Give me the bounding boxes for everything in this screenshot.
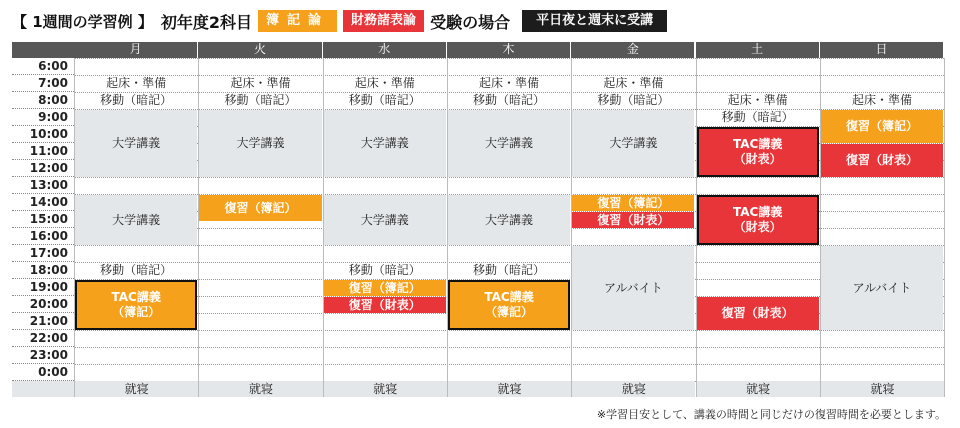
grid-line [74, 364, 944, 365]
sleep-cell: 就寝 [199, 381, 322, 397]
lecture-block: 大学講義 [199, 110, 321, 177]
grid-line [74, 347, 944, 348]
title-badge: 平日夜と週末に受講 [522, 10, 667, 32]
review-zaihyo-block: 復習（財表） [572, 212, 694, 228]
time-label: 21:00 [12, 313, 74, 330]
grid-line [74, 245, 944, 246]
time-label: 18:00 [12, 262, 74, 279]
lecture-block: 大学講義 [324, 110, 446, 177]
review-boki-block: 復習（簿記） [572, 195, 694, 211]
tac-lecture-boki: TAC講義 （簿記） [448, 280, 570, 330]
grid-line [74, 330, 944, 331]
lecture-block: 大学講義 [572, 110, 694, 177]
tag-boki: 簿記論 [258, 10, 337, 32]
lecture-block: 大学講義 [448, 110, 570, 177]
lecture-block: 大学講義 [448, 195, 570, 245]
day-header: 水 [323, 42, 446, 58]
commute-text: 移動（暗記） [597, 93, 670, 107]
wake-text: 起床・準備 [727, 93, 788, 107]
commute-text: 移動（暗記） [100, 263, 173, 277]
time-label: 9:00 [12, 109, 74, 126]
time-label: 0:00 [12, 364, 74, 381]
commute-text: 移動（暗記） [224, 93, 297, 107]
commute-text: 移動（暗記） [348, 93, 421, 107]
commute-text: 移動（暗記） [473, 93, 546, 107]
day-header: 木 [447, 42, 570, 58]
time-label: 22:00 [12, 330, 74, 347]
wake-text: 起床・準備 [851, 93, 912, 107]
time-label: 14:00 [12, 194, 74, 211]
day-header: 土 [696, 42, 819, 58]
review-zaihyo-block: 復習（財表） [821, 144, 943, 177]
wake-text: 起床・準備 [603, 76, 664, 90]
lecture-block: 大学講義 [324, 195, 446, 245]
sleep-cell: 就寝 [821, 381, 944, 397]
sleep-row-corner [12, 381, 74, 397]
review-zaihyo-block: 復習（財表） [697, 297, 819, 330]
grid-line [74, 177, 944, 178]
day-header: 日 [820, 42, 943, 58]
time-label: 23:00 [12, 347, 74, 364]
sleep-cell: 就寝 [448, 381, 571, 397]
time-label: 11:00 [12, 143, 74, 160]
time-label: 16:00 [12, 228, 74, 245]
time-label: 6:00 [12, 58, 74, 75]
page-title [12, 8, 673, 34]
time-label: 17:00 [12, 245, 74, 262]
commute-text: 移動（暗記） [473, 263, 546, 277]
lecture-block: 大学講義 [75, 195, 197, 245]
wake-text: 起床・準備 [106, 76, 167, 90]
time-label: 13:00 [12, 177, 74, 194]
sleep-cell: 就寝 [697, 381, 820, 397]
wake-text: 起床・準備 [479, 76, 540, 90]
title-sub: 初年度2科目 [160, 12, 253, 32]
time-label: 15:00 [12, 211, 74, 228]
parttime-block: アルバイト [821, 246, 943, 330]
wake-text: 起床・準備 [230, 76, 291, 90]
review-zaihyo-block: 復習（財表） [324, 297, 446, 313]
time-label: 10:00 [12, 126, 74, 143]
parttime-block: アルバイト [572, 246, 694, 330]
review-boki-block: 復習（簿記） [821, 110, 943, 143]
col-divider [944, 58, 945, 397]
time-label: 12:00 [12, 160, 74, 177]
time-label: 7:00 [12, 75, 74, 92]
review-boki-block: 復習（簿記） [324, 280, 446, 296]
tac-lecture-zaihyo: TAC講義 （財表） [697, 195, 819, 245]
sleep-cell: 就寝 [324, 381, 447, 397]
sleep-cell: 就寝 [572, 381, 695, 397]
time-label: 8:00 [12, 92, 74, 109]
wake-text: 起床・準備 [354, 76, 415, 90]
grid-line [74, 58, 944, 59]
tag-zaihyo: 財務諸表論 [343, 10, 424, 32]
tac-lecture-boki: TAC講義 （簿記） [75, 280, 197, 330]
tac-lecture-zaihyo: TAC講義 （財表） [697, 127, 819, 177]
commute-text: 移動（暗記） [348, 263, 421, 277]
sleep-cell: 就寝 [75, 381, 198, 397]
weekly-schedule [12, 42, 944, 398]
header-corner [12, 42, 74, 58]
commute-text: 移動（暗記） [100, 93, 173, 107]
time-label: 19:00 [12, 279, 74, 296]
day-header: 金 [571, 42, 694, 58]
commute-text: 移動（暗記） [721, 110, 794, 124]
time-label: 20:00 [12, 296, 74, 313]
lecture-block: 大学講義 [75, 110, 197, 177]
title-suffix: 受験の場合 [430, 12, 511, 32]
day-header: 月 [74, 42, 197, 58]
footnote: ※学習目安として、講義の時間と同じだけの復習時間を必要とします。 [596, 408, 946, 421]
day-header: 火 [198, 42, 321, 58]
title-main: 【 1週間の学習例 】 [12, 12, 153, 31]
review-boki-block: 復習（簿記） [199, 195, 321, 221]
